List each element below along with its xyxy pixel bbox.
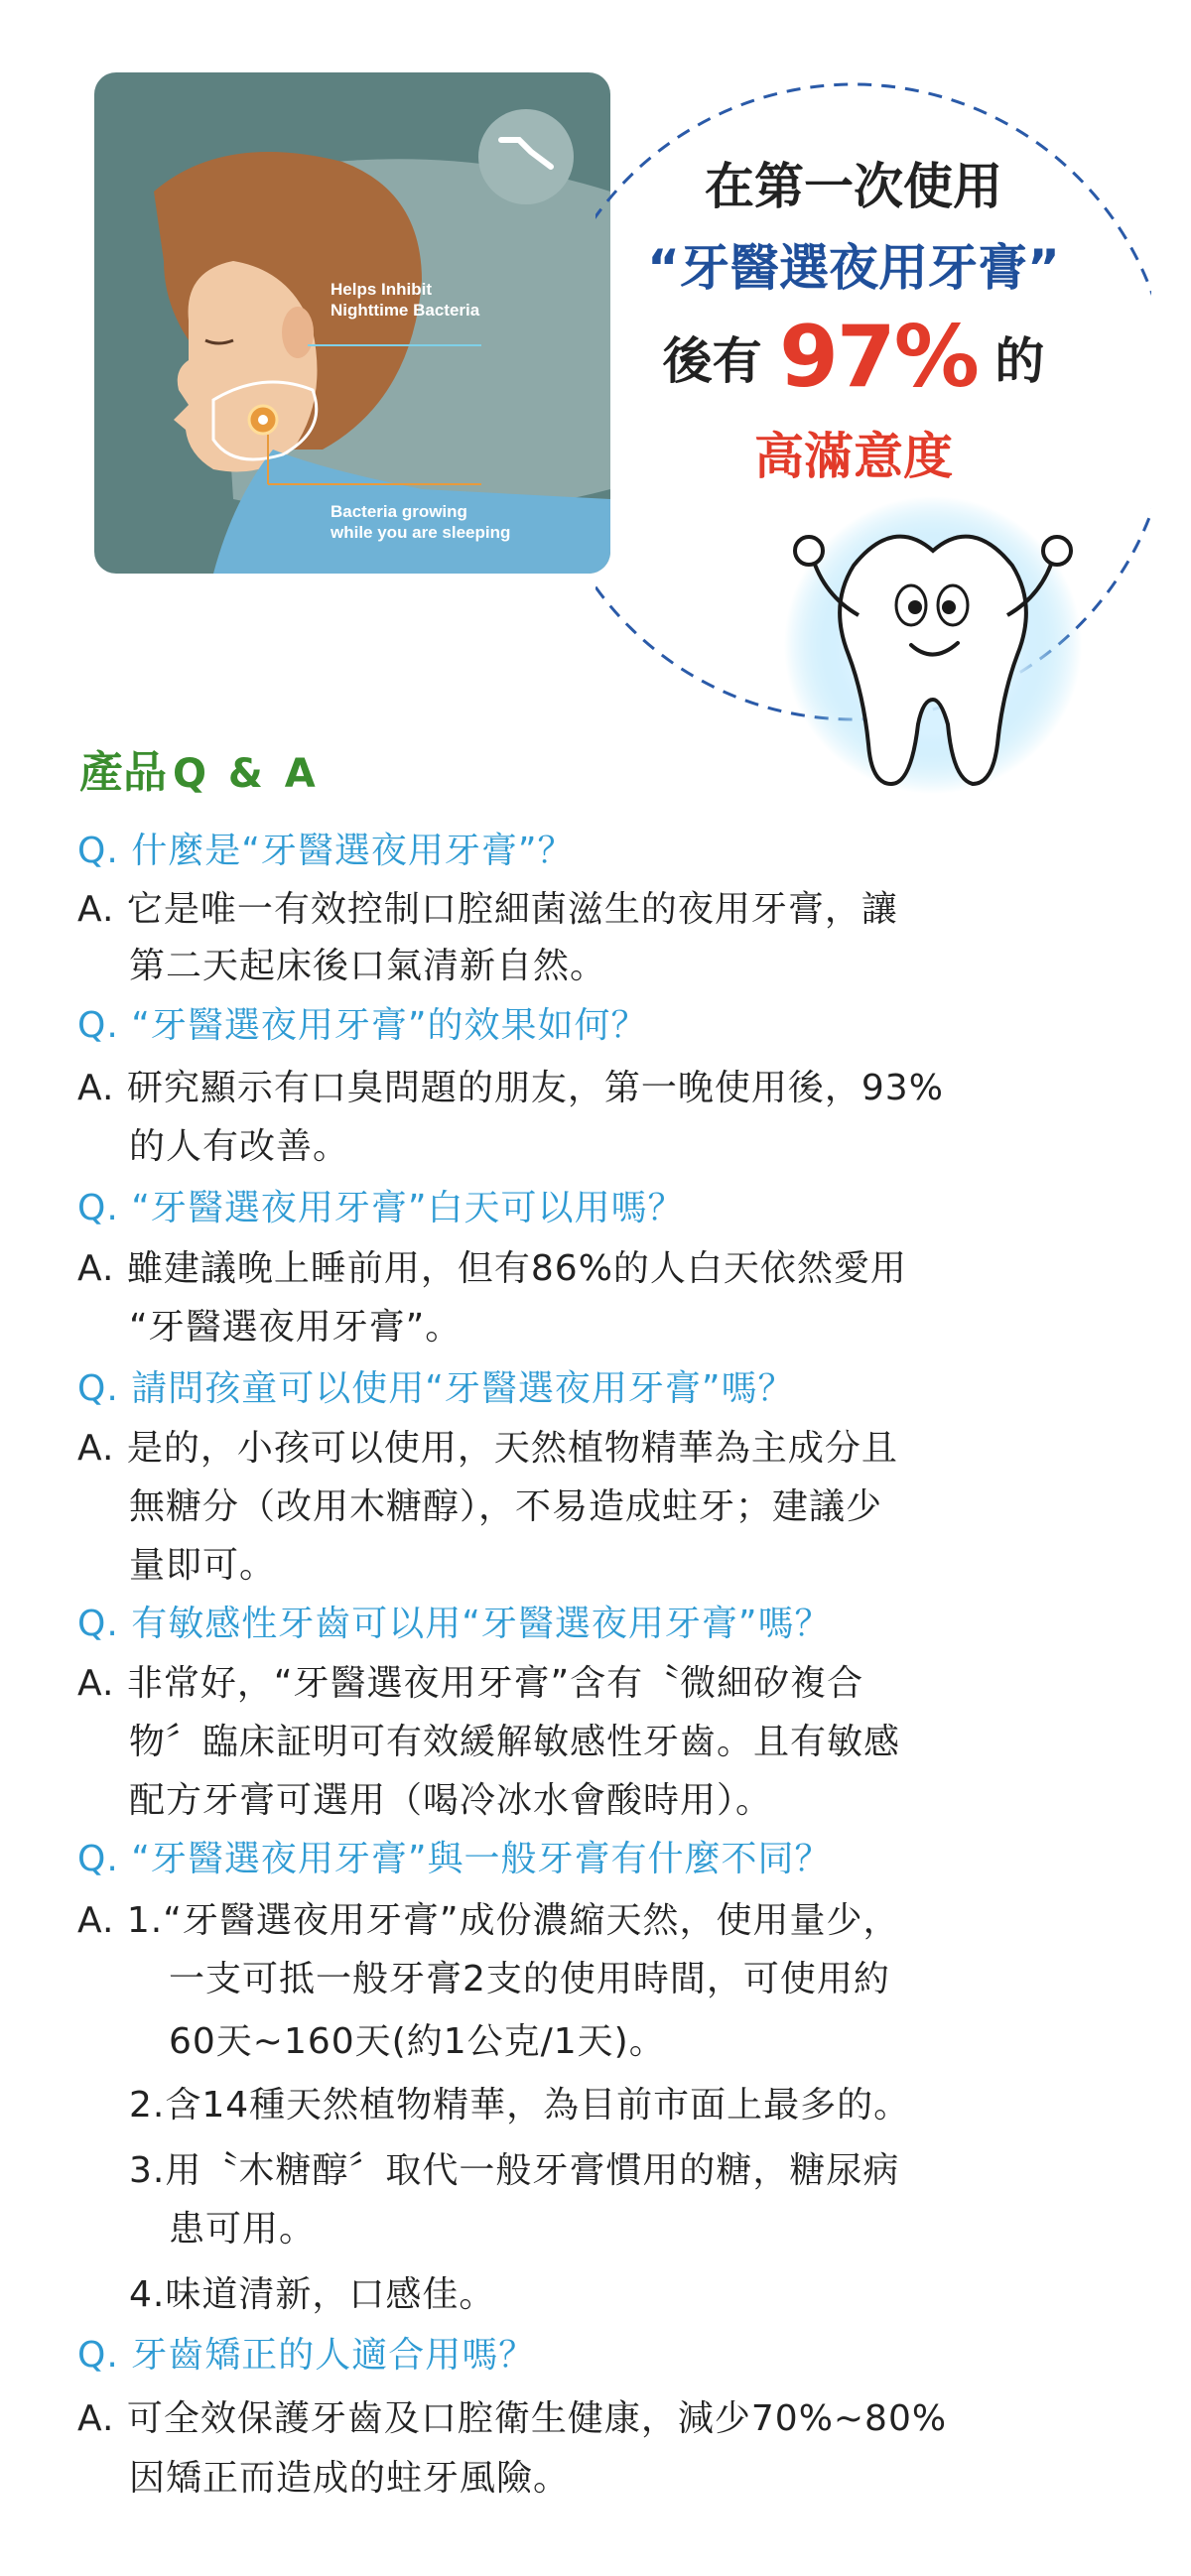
answer-6-item-3-cont: 患可用。 [169,2209,317,2250]
answer-6-item-2: 2.含14種天然植物精華，為目前市面上最多的。 [129,2085,911,2125]
answer-1: A. 它是唯一有效控制口腔細菌滋生的夜用牙膏，讓 [77,889,898,930]
answer-6-item-4: 4.味道清新，口感佳。 [129,2274,496,2315]
answer-4: A. 是的，小孩可以使用，天然植物精華為主成分且 [77,1428,898,1469]
tooth-mascot-icon [784,496,1082,804]
answer-2-cont: 的人有改善。 [129,1126,350,1167]
callout-line-4: 高滿意度 [754,428,953,485]
answer-7: A. 可全效保護牙齒及口腔衛生健康，減少70%~80% [77,2398,948,2439]
question-4: Q. 請問孩童可以使用“牙醫選夜用牙膏”嗎？ [77,1368,795,1409]
callout-line-1: 在第一次使用 [705,158,1002,215]
qa-title-en: Q & A [173,751,320,797]
illustration-label-bacteria: Bacteria growing while you are sleeping [331,502,511,542]
callout-line-3-post: 的 [994,332,1045,390]
answer-3-cont: “牙醫選夜用牙膏”。 [129,1307,463,1348]
answer-6-item-1: A. 1.“牙醫選夜用牙膏”成份濃縮天然，使用量少， [77,1900,900,1941]
answer-6-item-1-cont: 一支可抵一般牙膏2支的使用時間，可使用約 [169,1959,890,1999]
answer-4-cont2: 量即可。 [129,1545,277,1586]
answer-5-cont: 物〞臨床証明可有效緩解敏感性牙齒。且有敏感 [129,1722,901,1762]
qa-section-title [79,736,320,800]
illustration-label-inhibit: Helps Inhibit Nighttime Bacteria [331,280,480,320]
sleeping-person-illustration [94,72,610,574]
question-5: Q. 有敏感性牙齒可以用“牙醫選夜用牙膏”嗎？ [77,1604,832,1644]
callout-line-3-pre: 後有 [662,332,762,390]
question-7: Q. 牙齒矯正的人適合用嗎？ [77,2335,536,2376]
question-3: Q. “牙醫選夜用牙膏”白天可以用嗎？ [77,1188,685,1228]
answer-1-cont: 第二天起床後口氣清新自然。 [129,946,607,986]
question-2: Q. “牙醫選夜用牙膏”的效果如何？ [77,1005,648,1046]
qa-title-cn: 產品 [79,747,167,798]
callout-line-2: “牙醫選夜用牙膏” [647,239,1060,297]
answer-4-cont: 無糖分（改用木糖醇），不易造成蛀牙；建議少 [129,1486,883,1527]
answer-3: A. 雖建議晚上睡前用，但有86%的人白天依然愛用 [77,1248,907,1289]
callout-line-3 [556,308,1151,407]
answer-5-cont2: 配方牙膏可選用（喝冷冰水會酸時用）。 [129,1780,773,1821]
answer-5: A. 非常好，“牙醫選夜用牙膏”含有〝微細矽複合 [77,1663,864,1704]
question-6: Q. “牙醫選夜用牙膏”與一般牙膏有什麼不同？ [77,1839,832,1879]
answer-2: A. 研究顯示有口臭問題的朋友，第一晚使用後，93% [77,1068,944,1108]
answer-6-item-3: 3.用〝木糖醇〞取代一般牙膏慣用的糖，糖尿病 [129,2150,900,2191]
answer-7-cont: 因矯正而造成的蛀牙風險。 [129,2458,571,2499]
illustration-art [94,72,610,574]
answer-6-item-1-cont2: 60天~160天(約1公克/1天)。 [169,2021,666,2062]
question-1: Q. 什麼是“牙醫選夜用牙膏”？ [77,831,575,871]
satisfaction-percentage: 97% [779,308,978,407]
